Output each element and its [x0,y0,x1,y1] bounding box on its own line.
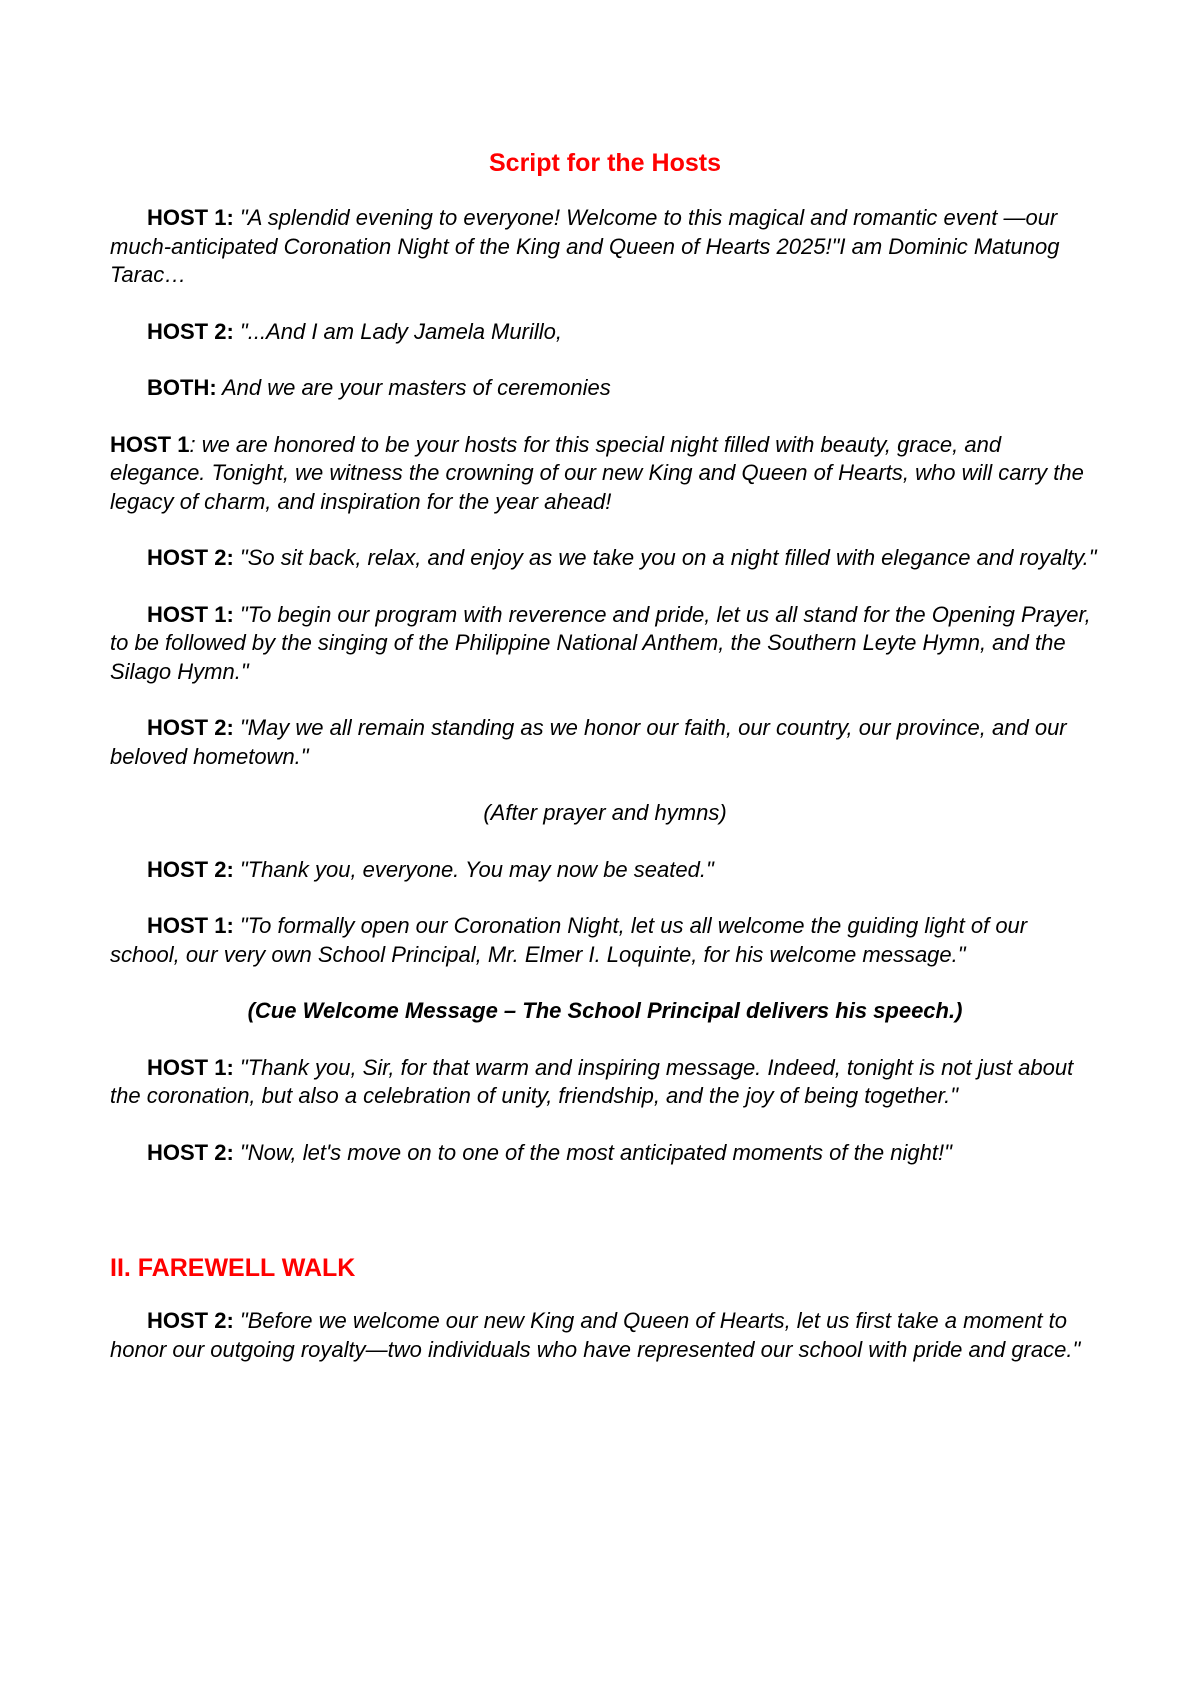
script-line-host2-relax [110,544,1100,573]
speaker-line: "To formally open our Coronation Night, let us all welcome the guiding light of our school, our very own School Principal, Mr. Elmer I. Loquinte, for his welcome message." [110,913,1028,967]
stage-note: (After prayer and hymns) [483,800,727,825]
script-line-host2-standing [110,714,1100,771]
script-line-host1-thanks [110,1054,1100,1111]
section-heading-farewell-walk: II. FAREWELL WALK [110,1254,356,1282]
speaker-label: HOST 1: [147,1054,234,1080]
script-line-both [110,374,1100,403]
script-line-host1-welcome [110,204,1100,290]
speaker-line: "Now, let's move on to one of the most anticipated moments of the night!" [233,1139,952,1165]
script-line-host1-prayer [110,601,1100,687]
speaker-label: HOST 1: [147,601,234,627]
speaker-line: "So sit back, relax, and enjoy as we take you on a night filled with elegance and royalty." [233,545,1097,570]
speaker-label: HOST 2: [147,1139,234,1165]
page-title: Script for the Hosts [489,149,721,177]
speaker-label: HOST 1 [110,431,190,457]
speaker-label: HOST 2: [147,545,234,570]
speaker-line: "Thank you, everyone. You may now be seated." [233,856,714,882]
speaker-line: : we are honored to be your hosts for this special night filled with beauty, grace, and elegance. Tonight, we witness the crowning of our new King and Queen of Hearts, who will carry the legacy of charm, and inspiration for the year ahead! [110,431,1084,514]
speaker-label: HOST 1: [147,205,234,230]
script-line-host1-honored [110,431,1100,517]
script-line-host2-seated [110,856,1100,885]
speaker-line: "May we all remain standing as we honor our faith, our country, our province, and our beloved hometown." [110,715,1067,769]
speaker-label: HOST 2: [147,1308,234,1333]
cue-note: (Cue Welcome Message – The School Principal delivers his speech.) [247,998,963,1023]
speaker-line: And we are your masters of ceremonies [216,375,611,400]
speaker-label: BOTH: [147,375,217,400]
speaker-label: HOST 1: [147,913,234,938]
script-line-host2-intro [110,318,1100,347]
speaker-line: "Thank you, Sir, for that warm and inspiring message. Indeed, tonight is not just about the coronation, but also a celebration of unity, friendship, and the joy of being together." [110,1054,1074,1108]
speaker-line: "...And I am Lady Jamela Murillo, [233,318,562,344]
speaker-line: "Before we welcome our new King and Queen of Hearts, let us first take a moment to honor our outgoing royalty—two individuals who have represented our school with pride and grace." [110,1308,1081,1362]
script-line-host1-principal [110,912,1100,969]
script-line-host2-farewell [110,1307,1100,1364]
script-content [110,140,1100,1392]
speaker-label: HOST 2: [147,715,234,740]
speaker-label: HOST 2: [147,856,234,882]
speaker-label: HOST 2: [147,318,234,344]
speaker-line: "To begin our program with reverence and pride, let us all stand for the Opening Prayer, to be followed by the singing of the Philippine National Anthem, the Southern Leyte Hymn, and the Silago Hymn." [110,601,1091,684]
speaker-line: "A splendid evening to everyone! Welcome to this magical and romantic event —our much-anticipated Coronation Night of the King and Queen of Hearts 2025!"I am Dominic Matunog Tarac… [110,205,1060,287]
script-line-host2-moveon [110,1139,1100,1168]
